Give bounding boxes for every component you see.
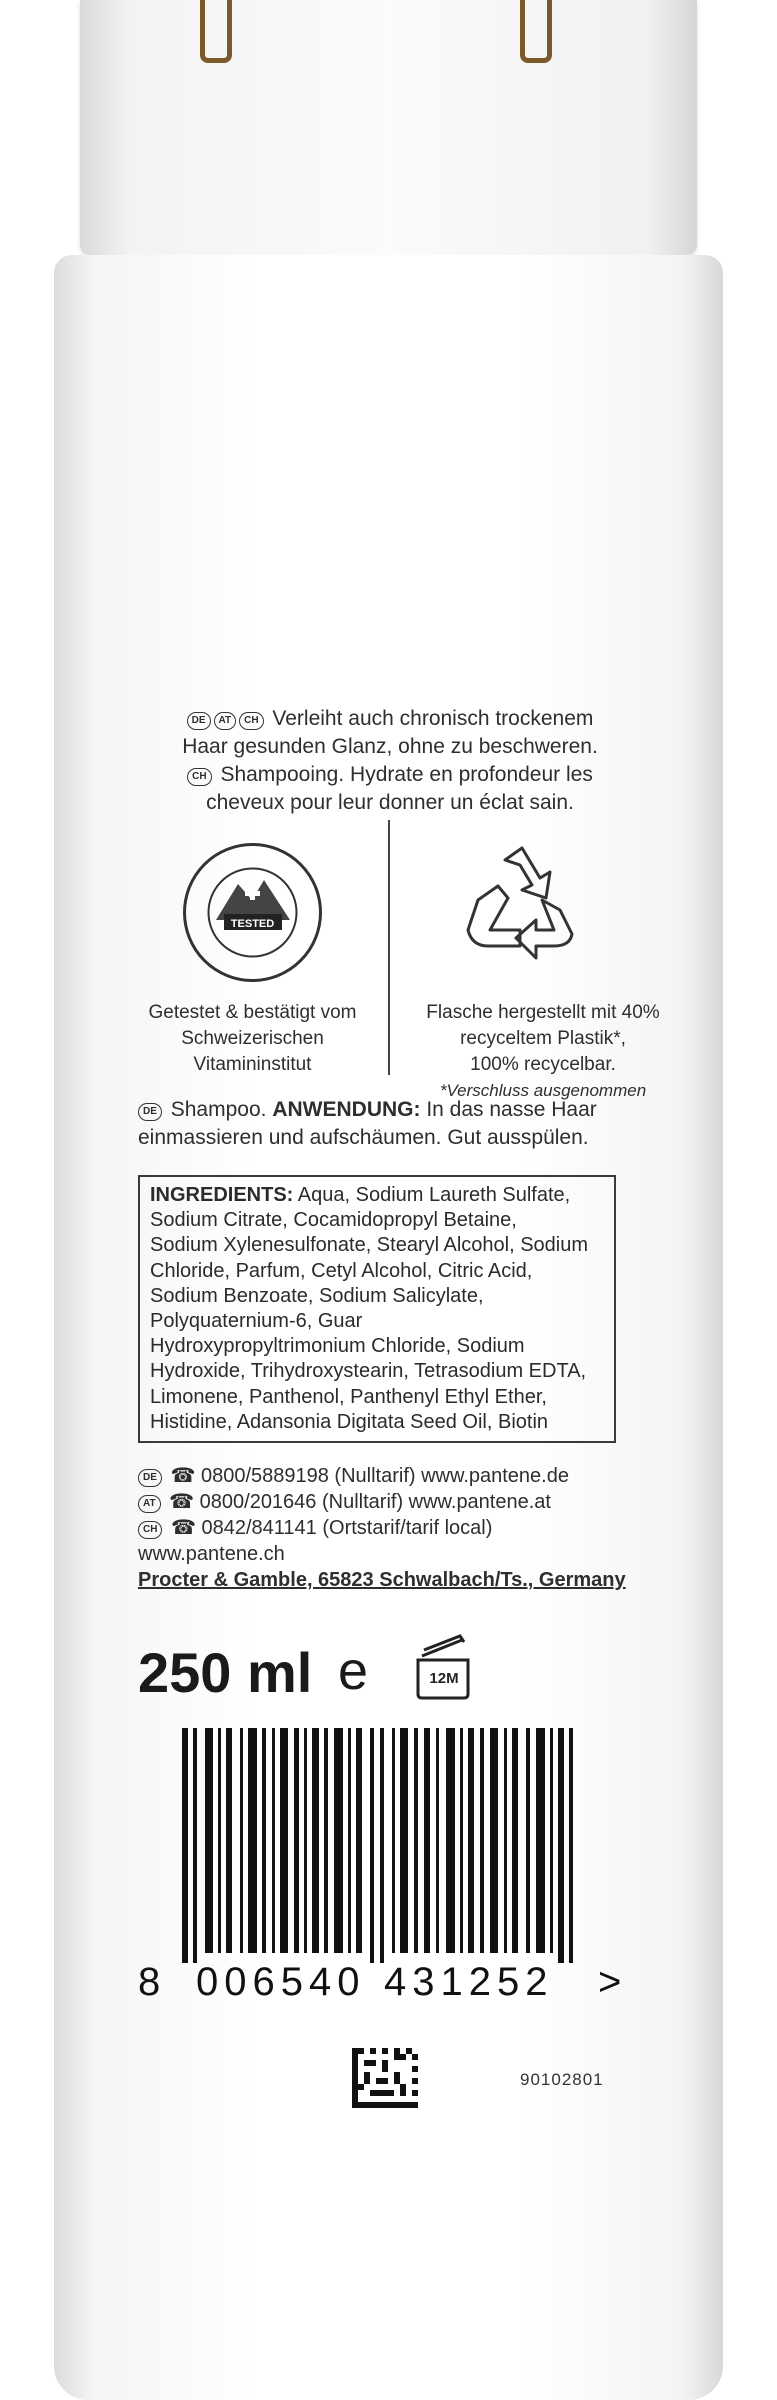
seal-caption-3: Vitamininstitut <box>193 1054 312 1075</box>
recycle-footnote: *Verschluss ausgenommen <box>439 1081 647 1100</box>
recycle-caption-2: recyceltem Plastik*, <box>460 1028 626 1049</box>
contact-text-ch: 0842/841141 (Ortstarif/tarif local) <box>201 1517 493 1539</box>
barcode-group-2: 431252 <box>384 1960 554 2004</box>
pao-label: 12M <box>429 1670 459 1687</box>
contact-block <box>138 1463 698 1593</box>
open-jar-icon <box>410 1630 476 1702</box>
usage-badge-de: DE <box>138 1103 162 1121</box>
intro-line-4: cheveux pour leur donner un éclat sain. <box>206 791 574 814</box>
volume-label: 250 ml <box>138 1641 313 1704</box>
ingredients-line: Sodium Xylenesulfonate, Stearyl Alcohol, Sodium <box>150 1234 589 1257</box>
phone-icon: ☎ <box>169 1491 195 1513</box>
ingredients-line: Limonene, Panthenol, Panthenyl Ethyl Ether, <box>150 1385 547 1408</box>
seal-caption <box>130 1000 375 1078</box>
contact-badge-de: DE <box>138 1469 162 1487</box>
recycle-icon <box>450 840 590 970</box>
usage-line-2: einmassieren und aufschäumen. Gut ausspülen. <box>138 1126 589 1149</box>
divider-line <box>388 820 390 1075</box>
contact-badge-at: AT <box>138 1495 161 1513</box>
recycle-caption-1: Flasche hergestellt mit 40% <box>426 1002 660 1023</box>
ingredients-line: Chloride, Parfum, Cetyl Alcohol, Citric Acid, <box>150 1259 533 1282</box>
phone-icon: ☎ <box>171 1517 196 1539</box>
swiss-vitamin-seal-icon <box>180 840 325 985</box>
usage-line-1: In das nasse Haar <box>426 1098 597 1121</box>
barcode-arrow: > <box>598 1960 628 2004</box>
barcode-group-1: 006540 <box>196 1960 366 2004</box>
production-code: 90102801 <box>520 2070 604 2089</box>
badge-ch-fr: CH <box>187 768 211 786</box>
contact-text-de: 0800/5889198 (Nulltarif) www.pantene.de <box>200 1465 569 1487</box>
ingredients-line: Histidine, Adansonia Digitata Seed Oil, Biotin <box>150 1410 549 1433</box>
ingredients-heading: INGREDIENTS: <box>150 1184 294 1206</box>
ingredients-line: Sodium Benzoate, Sodium Salicylate, <box>150 1284 484 1307</box>
contact-badge-ch: CH <box>138 1521 162 1539</box>
usage-prefix: Shampoo. <box>170 1098 267 1121</box>
seal-caption-2: Schweizerischen <box>181 1028 324 1049</box>
seal-caption-1: Getestet & bestätigt vom <box>148 1002 357 1023</box>
ingredients-line: Aqua, Sodium Laureth Sulfate, <box>297 1184 571 1206</box>
datamatrix-code-icon <box>352 2048 418 2108</box>
contact-web-ch: www.pantene.ch <box>138 1543 285 1565</box>
ingredients-box <box>138 1175 616 1443</box>
contact-row-de <box>138 1463 698 1489</box>
usage-text <box>138 1096 658 1152</box>
recycle-caption-3: 100% recycelbar. <box>470 1054 616 1075</box>
cap-hinge-left <box>200 0 232 63</box>
badge-ch: CH <box>239 712 263 730</box>
barcode-first-digit: 8 <box>138 1960 167 2004</box>
badge-de: DE <box>187 712 211 730</box>
phone-icon: ☎ <box>170 1465 196 1487</box>
company-address: Procter & Gamble, 65823 Schwalbach/Ts., Germany <box>138 1569 626 1591</box>
contact-row-at <box>138 1489 698 1515</box>
ingredients-line: Polyquaternium-6, Guar <box>150 1310 363 1333</box>
badge-at: AT <box>214 712 237 730</box>
contact-row-ch <box>138 1515 698 1541</box>
recycle-caption <box>398 1000 688 1104</box>
seal-center-text: TESTED <box>230 918 275 930</box>
bottle-cap <box>80 0 697 255</box>
intro-line-3: Shampooing. Hydrate en profondeur les <box>220 763 593 786</box>
cap-hinge-right <box>520 0 552 63</box>
ingredients-line: Sodium Citrate, Cocamidopropyl Betaine, <box>150 1209 517 1232</box>
ingredients-line: Hydroxypropyltrimonium Chloride, Sodium <box>150 1335 525 1358</box>
usage-heading: ANWENDUNG: <box>272 1098 421 1121</box>
intro-line-1: Verleiht auch chronisch trockenem <box>272 707 594 730</box>
contact-text-at: 0800/201646 (Nulltarif) www.pantene.at <box>199 1491 551 1513</box>
ingredients-line: Hydroxide, Trihydroxystearin, Tetrasodium EDTA, <box>150 1360 587 1383</box>
intro-text <box>120 705 660 817</box>
intro-line-2: Haar gesunden Glanz, ohne zu beschweren. <box>182 735 598 758</box>
estimated-sign-icon: e <box>338 1641 369 1701</box>
